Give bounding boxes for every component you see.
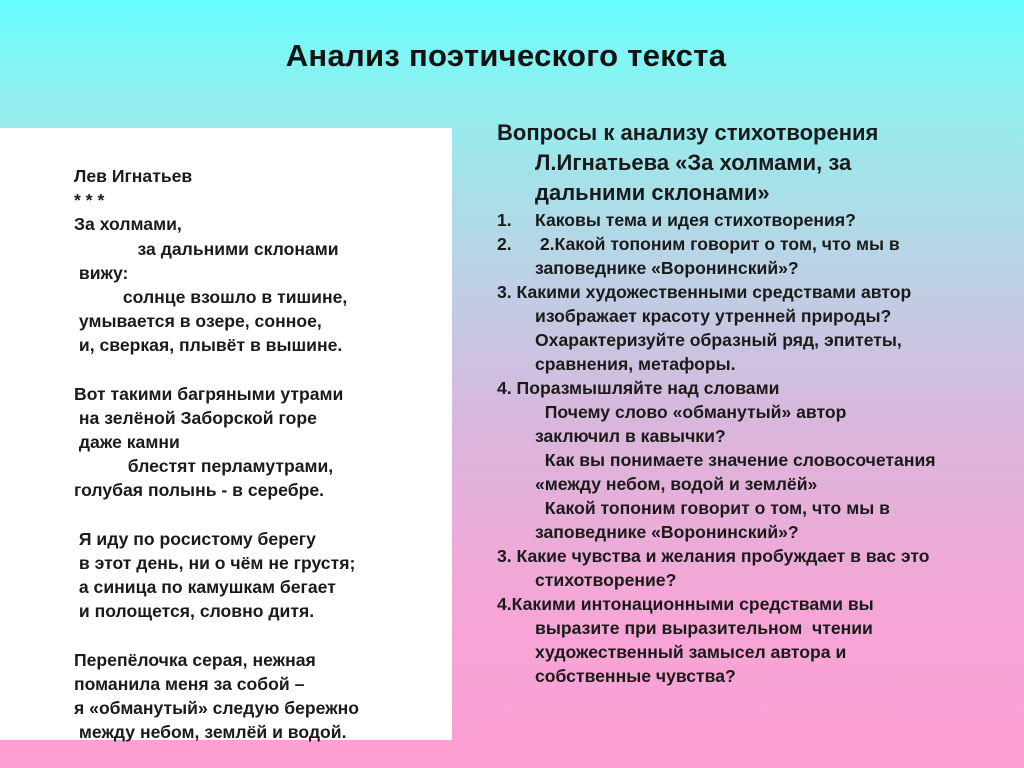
poem-line: вижу:	[74, 262, 129, 283]
questions-heading-line: Вопросы к анализу стихотворения	[497, 120, 879, 145]
poem-blank	[74, 624, 444, 648]
poem-blank	[74, 358, 444, 382]
poem-text	[74, 164, 444, 745]
question-line: 4.Какими интонационными средствами вы	[497, 594, 874, 614]
poem-asterisks: * * *	[74, 190, 105, 211]
question-line: художественный замысел автора и	[535, 642, 847, 662]
question-line: 4. Поразмышляйте над словами	[497, 378, 780, 398]
poem-line: даже камни	[74, 432, 180, 453]
question-item	[497, 280, 1007, 376]
question-line: заключил в кавычки?	[535, 426, 726, 446]
slide-title: Анализ поэтического текста	[285, 38, 727, 73]
poem-line: Вот такими багряными утрами	[74, 383, 344, 404]
question-number: 1.	[497, 210, 512, 230]
poem-line: умывается в озере, сонное,	[74, 311, 322, 332]
questions-heading-line: Л.Игнатьева «За холмами, за	[535, 150, 852, 175]
poem-line: за дальними склонами	[74, 238, 339, 259]
question-item	[497, 208, 1007, 232]
poem-line: а синица по камушкам бегает	[74, 577, 336, 598]
question-line: стихотворение?	[535, 570, 677, 590]
question-line: заповеднике «Воронинский»?	[535, 522, 799, 542]
question-line: 3. Какими художественными средствами автор	[497, 282, 912, 302]
question-line: Почему слово «обманутый» автор	[535, 402, 847, 422]
question-line: Каковы тема и идея стихотворения?	[535, 210, 856, 230]
questions-heading	[497, 118, 1007, 208]
poem-line: Перепёлочка серая, нежная	[74, 649, 316, 670]
poem-line: солнце взошло в тишине,	[74, 286, 348, 307]
poem-line: голубая полынь - в серебре.	[74, 480, 325, 501]
questions-heading-line: дальними склонами»	[535, 180, 770, 205]
question-item	[497, 544, 1007, 592]
question-item	[497, 376, 1007, 544]
question-item	[497, 232, 1007, 280]
poem-line: поманила меня за собой –	[74, 673, 305, 694]
question-line: собственные чувства?	[535, 666, 736, 686]
question-line: изображает красоту утренней природы?	[535, 306, 892, 326]
poem-blank	[74, 503, 444, 527]
question-line: 3. Какие чувства и желания пробуждает в вас это	[497, 546, 930, 566]
poem-line: и полощется, словно дитя.	[74, 601, 315, 622]
question-line: Охарактеризуйте образный ряд, эпитеты,	[535, 330, 902, 350]
poem-line: я «обманутый» следую бережно	[74, 698, 360, 719]
question-line: заповеднике «Воронинский»?	[535, 258, 799, 278]
poem-line: и, сверкая, плывёт в вышине.	[74, 335, 343, 356]
question-line: выразите при выразительном чтении	[535, 618, 873, 638]
poem-line: За холмами,	[74, 214, 182, 235]
poem-line: блестят перламутрами,	[74, 456, 334, 477]
poem-line: в этот день, ни о чём не грустя;	[74, 553, 356, 573]
question-line: Какой топоним говорит о том, что мы в	[535, 498, 890, 518]
poem-line: на зелёной Заборской горе	[74, 407, 317, 428]
question-item	[497, 592, 1007, 688]
questions-block	[497, 118, 1007, 688]
questions-list	[497, 208, 1007, 688]
question-line: Как вы понимаете значение словосочетания	[535, 450, 936, 470]
poem-line: между небом, землёй и водой.	[74, 722, 347, 743]
question-line: «между небом, водой и землёй»	[535, 474, 818, 494]
poem-line: Я иду по росистому берегу	[74, 528, 316, 549]
question-line: сравнения, метафоры.	[535, 354, 736, 374]
question-number: 2.	[497, 234, 512, 254]
question-line: 2.Какой топоним говорит о том, что мы в	[535, 234, 900, 254]
poem-author: Лев Игнатьев	[74, 166, 193, 186]
